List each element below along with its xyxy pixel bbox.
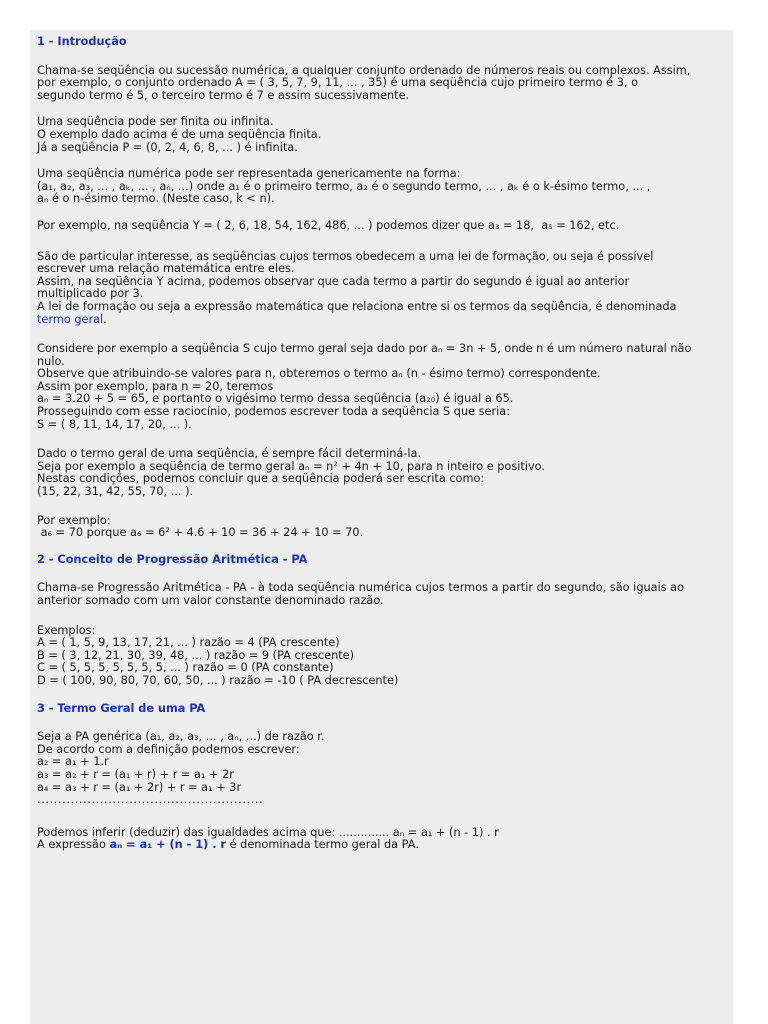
text-line: Nestas condições, podemos concluir que a seqüência poderá ser escrita como:: [37, 472, 485, 486]
text-line: (15, 22, 31, 42, 55, 70, ... ).: [37, 485, 194, 499]
text-line: a₄ = a₃ + r = (a₁ + 2r) + r = a₁ + 3r: [37, 780, 242, 794]
text-line: Por exemplo:: [37, 513, 111, 527]
text-line: Podemos inferir (deduzir) das igualdades acima que: .............. aₙ = a₁ + (n - 1) . r: [37, 825, 499, 839]
text-line: Uma seqüência pode ser finita ou infinita.: [37, 115, 274, 129]
link-suffix: .: [103, 312, 107, 326]
expression-prefix: A expressão: [37, 838, 110, 852]
text-line: [37, 314, 733, 327]
text-line: B = ( 3, 12, 21, 30, 39, 48, ... ) razão = 9 (PA crescente): [37, 648, 355, 662]
text-line: A = ( 1, 5, 9, 13, 17, 21, ... ) razão = 4 (PA crescente): [37, 636, 340, 650]
text-line: Dado o termo geral de uma seqüência, é sempre fácil determiná-la.: [37, 447, 422, 461]
section-1-paragraph-2: [37, 116, 733, 154]
text-line: Observe que atribuindo-se valores para n, obteremos o termo aₙ (n - ésimo termo) correspondente.: [37, 367, 601, 381]
text-line: Chama-se Progressão Aritmética - PA - à toda seqüência numérica cujos termos a partir do segundo, são iguais ao: [37, 581, 685, 595]
text-line: São de particular interesse, as seqüências cujos termos obedecem a uma lei de formação, ou seja é possível: [37, 249, 654, 263]
section-1-paragraph-4: [37, 220, 733, 233]
text-line: Considere por exemplo a seqüência S cujo termo geral seja dado por aₙ = 3n + 5, onde n é um número natural não: [37, 342, 692, 356]
text-line: D = ( 100, 90, 80, 70, 60, 50, ... ) razão = -10 ( PA decrescente): [37, 673, 399, 687]
section-2-heading: 2 - Conceito de Progressão Aritmética - PA: [37, 552, 308, 566]
document-page: [30, 30, 733, 1024]
text-line: por exemplo, o conjunto ordenado A = ( 3, 5, 7, 9, 11, ... , 35) é uma seqüência cujo primeiro termo é 3, o: [37, 76, 638, 90]
section-1-paragraph-1: [37, 65, 733, 103]
text-line: Assim por exemplo, para n = 20, teremos: [37, 379, 274, 393]
section-3-heading: 3 - Termo Geral de uma PA: [37, 701, 206, 715]
text-line: Seja a PA genérica (a₁, a₂, a₃, ... , aₙ, ...) de razão r.: [37, 730, 325, 744]
text-line: S = ( 8, 11, 14, 17, 20, ... ).: [37, 417, 192, 431]
section-3-paragraph-2: [37, 827, 733, 852]
text-line: multiplicado por 3.: [37, 287, 144, 301]
text-line: C = ( 5, 5, 5, 5, 5, 5, 5, ... ) razão = 0 (PA constante): [37, 661, 334, 675]
text-line: segundo termo é 5, o terceiro termo é 7 e assim sucessivamente.: [37, 88, 410, 102]
text-line: aₙ é o n-ésimo termo. (Neste caso, k < n).: [37, 192, 275, 206]
section-2-paragraph-1: [37, 582, 733, 607]
text-line: (a₁, a₂, a₃, ... , aₖ, ... , aₙ, ...) onde a₁ é o primeiro termo, a₂ é o segundo termo, ... , aₖ é o k-ésimo termo, ... ,: [37, 179, 651, 193]
document-content: [30, 30, 733, 852]
dotted-separator: ......................................................: [37, 793, 264, 807]
text-line: A lei de formação ou seja a expressão matemática que relaciona entre si os termos da seqüência, é denominada: [37, 299, 677, 313]
text-line: a₃ = a₂ + r = (a₁ + r) + r = a₁ + 2r: [37, 767, 234, 781]
section-1-heading: 1 - Introdução: [37, 35, 127, 48]
text-line: aₙ = 3.20 + 5 = 65, e portanto o vigésimo termo dessa seqüência (a₂₀) é igual a 65.: [37, 392, 514, 406]
section-1-paragraph-5: [37, 251, 733, 327]
text-line: Uma seqüência numérica pode ser representada genericamente na forma:: [37, 167, 461, 181]
text-line: Exemplos:: [37, 623, 96, 637]
expression-suffix: é denominada termo geral da PA.: [226, 838, 419, 852]
section-3-paragraph-1: [37, 731, 733, 807]
section-1-paragraph-6: [37, 343, 733, 431]
text-line: a₂ = a₁ + 1.r: [37, 755, 109, 769]
text-line: Seja por exemplo a seqüência de termo geral aₙ = n² + 4n + 10, para n inteiro e positivo.: [37, 459, 545, 473]
section-1-paragraph-7: [37, 448, 733, 498]
text-line: O exemplo dado acima é de uma seqüência finita.: [37, 127, 322, 141]
general-term-formula: aₙ = a₁ + (n - 1) . r: [109, 838, 227, 852]
text-line: escrever uma relação matemática entre eles.: [37, 262, 295, 276]
text-line: Por exemplo, na seqüência Y = ( 2, 6, 18, 54, 162, 486, ... ) podemos dizer que a₃ = 18, a₅ = 162, etc.: [37, 218, 620, 232]
text-line: Já a seqüência P = (0, 2, 4, 6, 8, ... ) é infinita.: [37, 140, 298, 154]
text-line: De acordo com a definição podemos escrever:: [37, 742, 300, 756]
text-line: [37, 839, 733, 852]
section-1-paragraph-8: [37, 515, 733, 540]
termo-geral-link[interactable]: termo geral: [37, 312, 104, 326]
section-1-paragraph-3: [37, 168, 733, 206]
text-line: Prosseguindo com esse raciocínio, podemos escrever toda a seqüência S que seria:: [37, 405, 511, 419]
text-line: anterior somado com um valor constante denominado razão.: [37, 594, 384, 607]
text-line: Chama-se seqüência ou sucessão numérica, a qualquer conjunto ordenado de números reais ou complexos. Assim,: [37, 63, 691, 77]
text-line: Assim, na seqüência Y acima, podemos observar que cada termo a partir do segundo é igual ao anterior: [37, 274, 630, 288]
section-2-paragraph-2: [37, 625, 733, 688]
text-line: a₆ = 70 porque a₆ = 6² + 4.6 + 10 = 36 + 24 + 10 = 70.: [37, 526, 364, 540]
text-line: nulo.: [37, 354, 65, 368]
